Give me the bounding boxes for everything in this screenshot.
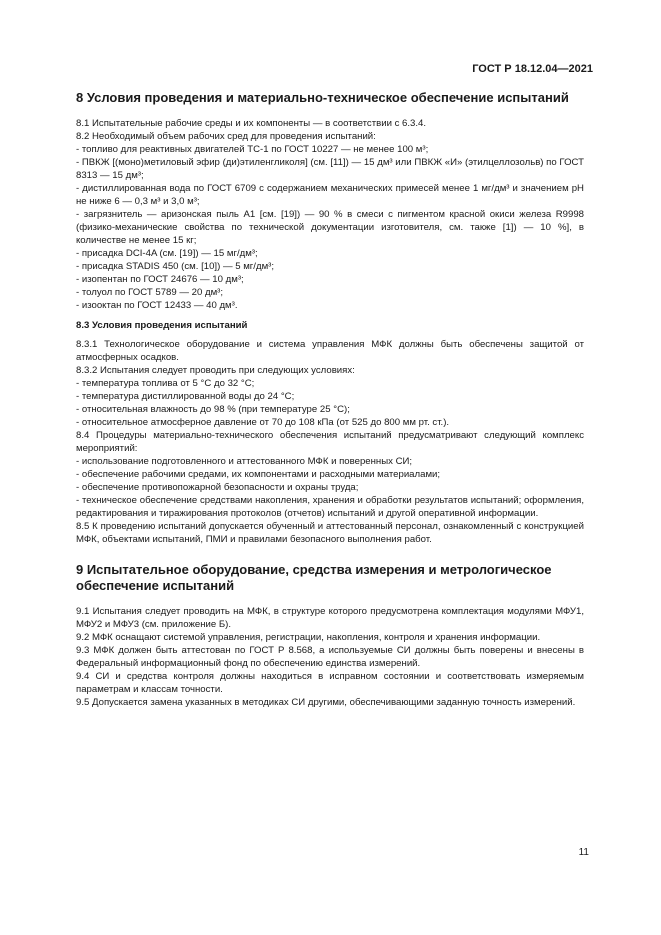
paragraph-8-5: 8.5 К проведению испытаний допускается обученный и аттестованный персонал, ознакомленный с конструкцией МФК, объектами испытаний, ПМИ и правилами безопасного выполнения работ. xyxy=(76,521,584,545)
list-item: - обеспечение рабочими средами, их компонентами и расходными материалами; xyxy=(76,469,441,480)
paragraph-8-2: 8.2 Необходимый объем рабочих сред для проведения испытаний: xyxy=(76,131,376,142)
list-item: - температура топлива от 5 °С до 32 °С; xyxy=(76,378,255,389)
list-item: - изооктан по ГОСТ 12433 — 40 дм³. xyxy=(76,300,238,311)
paragraph-8-3-2: 8.3.2 Испытания следует проводить при следующих условиях: xyxy=(76,365,355,376)
list-item: - топливо для реактивных двигателей ТС-1 по ГОСТ 10227 — не менее 100 м³; xyxy=(76,144,429,155)
list-item: - относительное атмосферное давление от 70 до 108 кПа (от 525 до 800 мм рт. ст.). xyxy=(76,417,450,428)
paragraph-8-1: 8.1 Испытательные рабочие среды и их компоненты — в соответствии с 6.3.4. xyxy=(76,118,427,129)
page-body xyxy=(76,90,584,709)
list-item: - присадка STADIS 450 (см. [10]) — 5 мг/дм³; xyxy=(76,261,275,272)
list-item: - присадка DCI-4A (см. [19]) — 15 мг/дм³; xyxy=(76,248,258,259)
list-item: - ПВКЖ [(моно)метиловый эфир (ди)этиленгликоля] (см. [11]) — 15 дм³ или ПВКЖ «И» (этилцеллозольв) по ГОСТ 8313 — 15 дм³; xyxy=(76,157,584,181)
paragraph-8-4: 8.4 Процедуры материально-технического обеспечения испытаний предусматривают следующий комплекс мероприятий: xyxy=(76,430,584,454)
paragraph-8-3-1: 8.3.1 Технологическое оборудование и система управления МФК должны быть обеспечены защитой от атмосферных осадков. xyxy=(76,339,584,363)
list-item: - температура дистиллированной воды до 24 °С; xyxy=(76,391,295,402)
list-item: - относительная влажность до 98 % (при температуре 25 °С); xyxy=(76,404,350,415)
list-item: - изопентан по ГОСТ 24676 — 10 дм³; xyxy=(76,274,244,285)
list-item: - толуол по ГОСТ 5789 — 20 дм³; xyxy=(76,287,224,298)
document-header: ГОСТ Р 18.12.04—2021 xyxy=(472,63,593,75)
page-number: 11 xyxy=(578,847,589,858)
list-item: - использование подготовленного и аттестованного МФК и поверенных СИ; xyxy=(76,456,413,467)
paragraph-9-3: 9.3 МФК должен быть аттестован по ГОСТ Р 8.568, а используемые СИ должны быть поверены и внесены в Федеральный информационный фонд по обеспечению единства измерений. xyxy=(76,645,584,669)
paragraph-9-5: 9.5 Допускается замена указанных в методиках СИ другими, обеспечивающими заданную точность измерений. xyxy=(76,697,576,708)
subsection-8-3-title: 8.3 Условия проведения испытаний xyxy=(76,320,248,331)
list-item: - обеспечение противопожарной безопасности и охраны труда; xyxy=(76,482,359,493)
list-item: - дистиллированная вода по ГОСТ 6709 с содержанием механических примесей менее 1 мг/дм³ и значением pH не ниже 6 — 0,3 м³ и 3,0 м³; xyxy=(76,183,584,207)
section-8-title: 8 Условия проведения и материально-техническое обеспечение испытаний xyxy=(76,90,569,105)
paragraph-9-1: 9.1 Испытания следует проводить на МФК, в структуре которого предусмотрена комплектация модулями МФУ1, МФУ2 и МФУ3 (см. приложение Б). xyxy=(76,606,584,630)
list-item: - техническое обеспечение средствами накопления, хранения и обработки результатов испытаний; оформления, редактирования и тиражирования протоколов (отчетов) испытаний и другой оперативной информации. xyxy=(76,495,584,519)
section-9-title: 9 Испытательное оборудование, средства измерения и метрологическое обеспечение испытаний xyxy=(76,562,552,593)
paragraph-9-2: 9.2 МФК оснащают системой управления, регистрации, накопления, контроля и хранения информации. xyxy=(76,632,541,643)
list-item: - загрязнитель — аризонская пыль А1 [см. [19]) — 90 % в смеси с пигментом красной окиси железа R9998 (физико-механические свойства по технической документации изготовителя, см. также [1]) — 10 %], в количестве не менее 15 кг; xyxy=(76,209,584,246)
paragraph-9-4: 9.4 СИ и средства контроля должны находиться в исправном состоянии и соответствовать измеряемым параметрам и классам точности. xyxy=(76,671,584,695)
